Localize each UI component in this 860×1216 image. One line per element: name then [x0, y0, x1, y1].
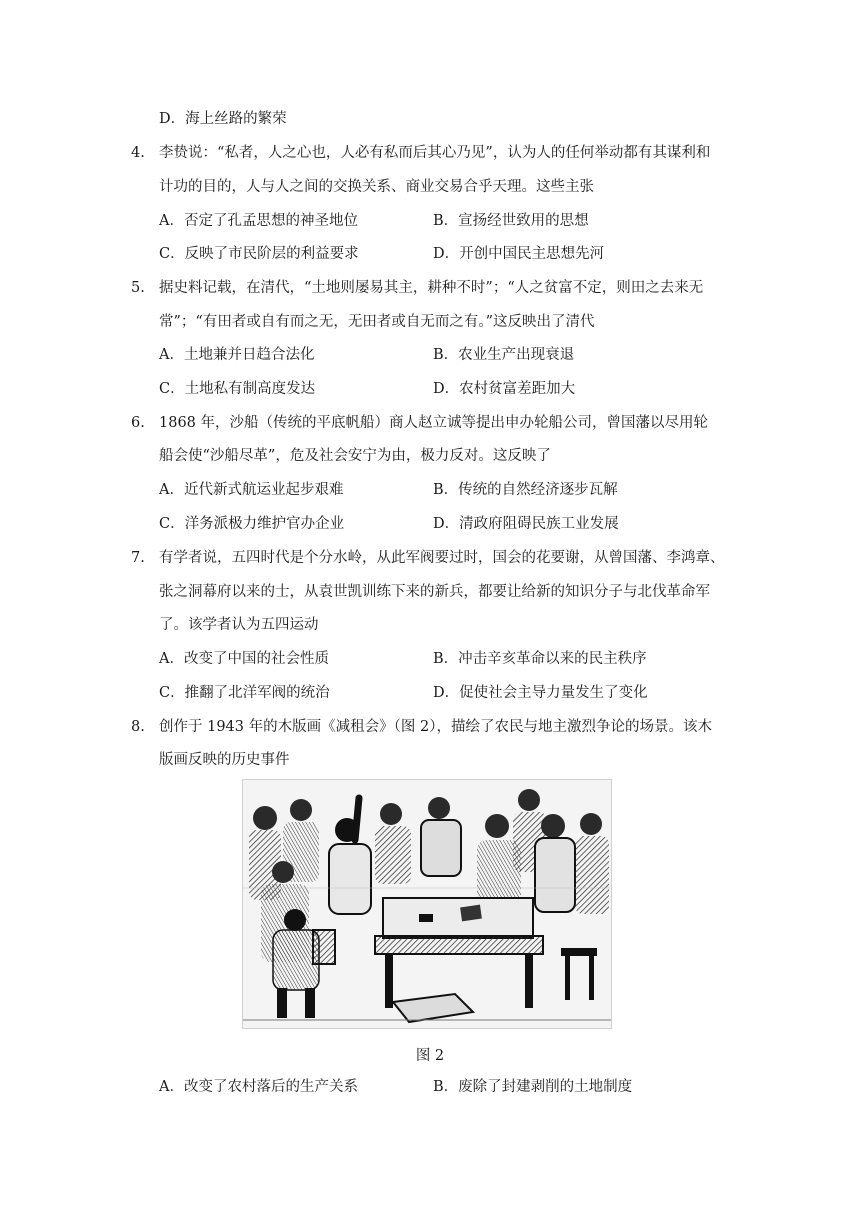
question-number: 5.	[131, 280, 145, 296]
option-d: D．农村贫富差距加大	[433, 381, 576, 397]
option-c: C．推翻了北洋军阀的统治	[159, 685, 330, 701]
question-text: 1868 年，沙船（传统的平底帆船）商人赵立诚等提出申办轮船公司，曾国藩以尽用轮	[159, 415, 709, 431]
option-c: C．反映了市民阶层的利益要求	[159, 246, 359, 262]
option-d: D．开创中国民主思想先河	[433, 246, 605, 262]
question-text: 张之洞幕府以来的士，从袁世凯训练下来的新兵，都要让给新的知识分子与北伐革命军	[159, 584, 710, 600]
option-a: A．土地兼并日趋合法化	[159, 347, 315, 363]
option-a: A．近代新式航运业起步艰难	[159, 482, 344, 498]
woodcut-illustration	[243, 780, 611, 1028]
option-c: C．土地私有制高度发达	[159, 381, 316, 397]
woodcut-figure	[242, 779, 612, 1029]
option-a: A．改变了中国的社会性质	[159, 651, 329, 667]
question-number: 8.	[131, 719, 145, 735]
option-a: A．改变了农村落后的生产关系	[159, 1079, 358, 1095]
question-text: 创作于 1943 年的木版画《减租会》（图 2），描绘了农民与地主激烈争论的场景。该木	[159, 719, 712, 735]
question-text: 常”；“有田者或自有而之无，无田者或自无而之有。”这反映出了清代	[159, 314, 595, 330]
option-b: B．宣扬经世致用的思想	[433, 213, 589, 229]
question-text: 版画反映的历史事件	[159, 752, 290, 768]
question-number: 7.	[131, 550, 145, 566]
question-text: 有学者说，五四时代是个分水岭，从此军阀要过时，国会的花要谢，从曾国藩、李鸿章、	[159, 550, 725, 566]
figure-caption: 图 2	[415, 1048, 445, 1064]
question-number: 6.	[131, 415, 145, 431]
question-number: 4.	[131, 145, 145, 161]
option-b: B．冲击辛亥革命以来的民主秩序	[433, 651, 647, 667]
question-text: 船会使“沙船尽革”，危及社会安宁为由，极力反对。这反映了	[159, 448, 551, 464]
option-b: B．传统的自然经济逐步瓦解	[433, 482, 618, 498]
question-text: 李贽说：“私者，人之心也，人必有私而后其心乃见”，认为人的任何举动都有其谋利和	[159, 145, 711, 161]
question-text: 计功的目的，人与人之间的交换关系、商业交易合乎天理。这些主张	[159, 179, 594, 195]
option-c: C．洋务派极力维护官办企业	[159, 516, 345, 532]
question-text: 了。该学者认为五四运动	[159, 617, 319, 633]
prev-option-d: D．海上丝路的繁荣	[159, 111, 287, 127]
option-b: B．农业生产出现衰退	[433, 347, 575, 363]
option-a: A．否定了孔孟思想的神圣地位	[159, 213, 358, 229]
question-text: 据史料记载，在清代，“土地则屡易其主，耕种不时”；“人之贫富不定，则田之去来无	[159, 280, 704, 296]
option-d: D．促使社会主导力量发生了变化	[433, 685, 648, 701]
option-b: B．废除了封建剥削的土地制度	[433, 1079, 633, 1095]
option-d: D．清政府阻碍民族工业发展	[433, 516, 619, 532]
